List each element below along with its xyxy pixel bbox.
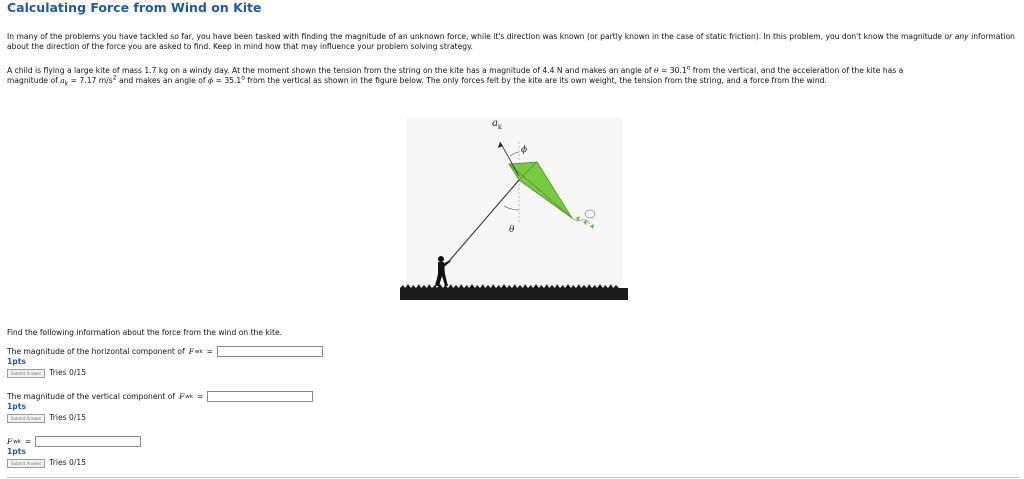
intro-emphasis: or any bbox=[944, 32, 969, 41]
q3-submit-button[interactable]: Submit Answer bbox=[7, 459, 45, 468]
q2-tries: Tries 0/15 bbox=[49, 413, 87, 422]
figure-panel bbox=[406, 118, 622, 286]
q3-tries: Tries 0/15 bbox=[49, 458, 87, 467]
q2-label: The magnitude of the vertical component of bbox=[7, 392, 176, 401]
phi-symbol: ϕ bbox=[207, 76, 214, 85]
ak-subscript: k bbox=[64, 80, 69, 88]
vertical-component-input[interactable] bbox=[207, 391, 313, 402]
q3-var: F bbox=[7, 437, 13, 446]
question-horizontal: The magnitude of the horizontal component of F wk = 1pts Submit Answer Tries 0/15 bbox=[7, 346, 323, 378]
q2-submit-button[interactable]: Submit Answer bbox=[7, 414, 45, 423]
degree-sign: o bbox=[686, 64, 691, 72]
page-title: Calculating Force from Wind on Kite bbox=[7, 0, 262, 15]
horizontal-component-input[interactable] bbox=[217, 346, 323, 357]
problem-text-1: A child is flying a large kite of mass 1.7 kg on a windy day. At the moment shown the tension from the string on the kite has a magnitude of 4.4 N and makes an angle of bbox=[7, 66, 652, 75]
magnitude-input[interactable] bbox=[35, 436, 141, 447]
intro-paragraph bbox=[7, 32, 1019, 52]
ground bbox=[400, 284, 628, 300]
problem-text-2: = 30.1 bbox=[661, 66, 687, 75]
problem-text-6: and makes an angle of bbox=[118, 76, 206, 85]
label-theta: θ bbox=[509, 225, 515, 235]
q1-tries: Tries 0/15 bbox=[49, 368, 87, 377]
q3-points: 1pts bbox=[7, 447, 26, 456]
problem-text-5: = 7.17 m/s bbox=[70, 76, 113, 85]
q1-eq: = bbox=[206, 347, 213, 356]
q1-var: F bbox=[188, 347, 194, 356]
degree-sign-2: o bbox=[241, 74, 245, 82]
theta-symbol: θ bbox=[654, 66, 659, 75]
q3-eq: = bbox=[24, 437, 32, 446]
question-vertical: The magnitude of the vertical component of F wk = 1pts Submit Answer Tries 0/15 bbox=[7, 391, 313, 423]
problem-text-3: from the vertical, and the acceleration of the kite has a bbox=[692, 66, 904, 75]
q1-submit-button[interactable]: Submit Answer bbox=[7, 369, 45, 378]
find-instructions: Find the following information about the force from the wind on the kite. bbox=[7, 328, 283, 337]
label-a: a bbox=[492, 118, 498, 129]
q1-points: 1pts bbox=[7, 357, 26, 366]
intro-text-2: information about the direction of the force you are asked to find. Keep in mind how that may influence your problem solving strategy. bbox=[7, 32, 1015, 51]
problem-text-8: from the vertical as shown in the figure below. The only forces felt by the kite are its own weight, the tension from the string, and a force from the wind. bbox=[247, 76, 827, 85]
label-a-sub: k bbox=[498, 124, 502, 131]
problem-text-7: = 35.1 bbox=[215, 76, 242, 85]
problem-text-4: magnitude of bbox=[7, 76, 58, 85]
q2-points: 1pts bbox=[7, 402, 26, 411]
q2-var: F bbox=[179, 392, 185, 401]
bottom-divider bbox=[7, 477, 1020, 478]
intro-text-1: In many of the problems you have tackled so far, you have been tasked with finding the magnitude of an unknown force, while it's direction was known (or partly known in the case of static friction). In this problem, you don't know the magnitude bbox=[7, 32, 943, 41]
squared-sign: 2 bbox=[112, 74, 117, 82]
question-magnitude: F wk = 1pts Submit Answer Tries 0/15 bbox=[7, 436, 141, 468]
problem-paragraph bbox=[7, 66, 1019, 86]
kite-figure bbox=[400, 114, 628, 300]
ak-symbol: a bbox=[60, 76, 65, 85]
q1-label: The magnitude of the horizontal component of bbox=[7, 347, 185, 356]
q2-eq: = bbox=[197, 392, 204, 401]
label-phi: ϕ bbox=[521, 145, 528, 155]
